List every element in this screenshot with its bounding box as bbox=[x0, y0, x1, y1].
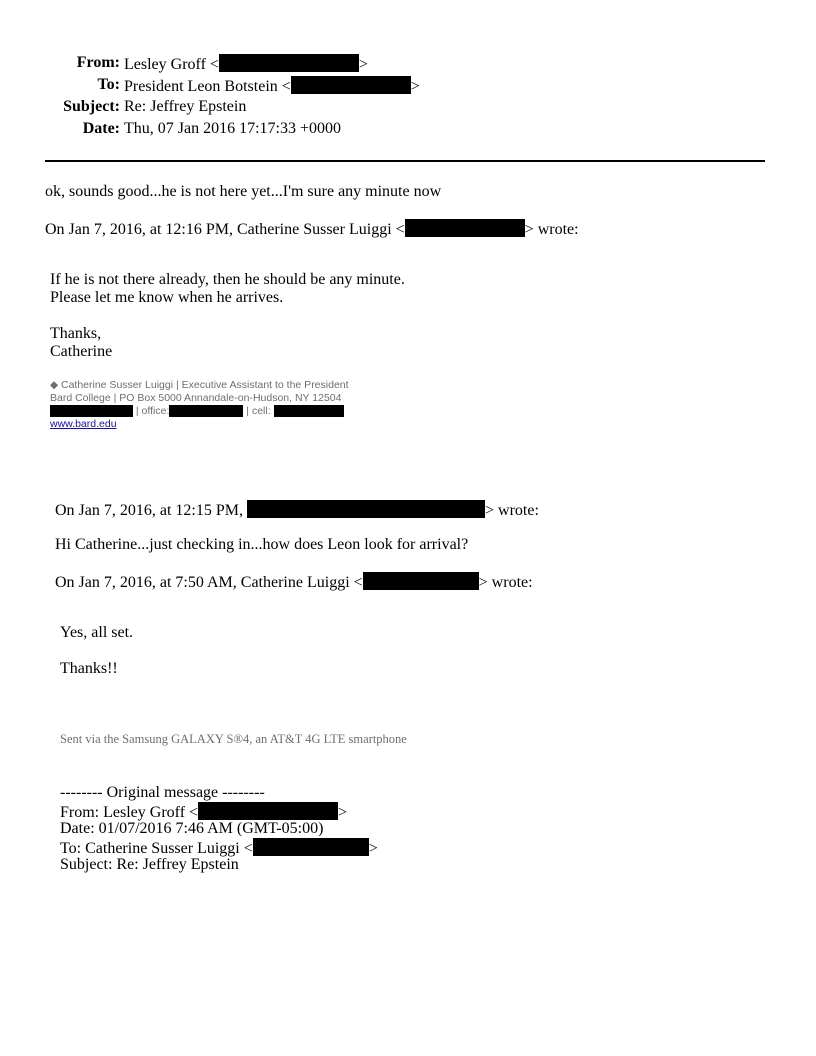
original-from bbox=[60, 802, 347, 822]
signature-line3 bbox=[50, 405, 344, 417]
close-bracket: > bbox=[368, 840, 378, 857]
msg2-text: Hi Catherine...just checking in...how does Leon look for arrival? bbox=[55, 536, 469, 553]
original-to bbox=[60, 838, 378, 858]
to-value bbox=[124, 76, 420, 96]
redaction-block bbox=[274, 405, 344, 417]
redaction-block bbox=[253, 838, 369, 856]
signature-line1: ◆ Catherine Susser Luiggi | Executive Assistant to the President bbox=[50, 379, 349, 391]
redaction-block bbox=[363, 572, 479, 590]
wrote-text: > wrote: bbox=[485, 502, 539, 519]
to-text: President Leon Botstein < bbox=[124, 78, 291, 95]
to-label: To: bbox=[97, 76, 120, 93]
reply-text: ok, sounds good...he is not here yet...I'm sure any minute now bbox=[45, 183, 442, 200]
quote3-attribution bbox=[55, 572, 533, 592]
bard-website-link[interactable]: www.bard.edu bbox=[50, 418, 117, 430]
redaction-block bbox=[291, 76, 411, 94]
signature-line2: Bard College | PO Box 5000 Annandale-on-Hudson, NY 12504 bbox=[50, 392, 342, 404]
cell-label: | cell: bbox=[243, 405, 271, 417]
redaction-block bbox=[169, 405, 243, 417]
date-label: Date: bbox=[82, 120, 120, 137]
redaction-block bbox=[198, 802, 338, 820]
subject-value: Re: Jeffrey Epstein bbox=[124, 98, 247, 115]
signature-link-wrap bbox=[50, 418, 117, 430]
sent-via-footer: Sent via the Samsung GALAXY S®4, an AT&T 4G LTE smartphone bbox=[60, 732, 407, 746]
quote3-intro: On Jan 7, 2016, at 7:50 AM, Catherine Luiggi < bbox=[55, 574, 363, 591]
from-value bbox=[124, 54, 368, 74]
header-divider bbox=[45, 160, 765, 162]
original-message-header: -------- Original message -------- bbox=[60, 784, 265, 801]
from-label: From: bbox=[76, 54, 120, 71]
close-bracket: > bbox=[358, 56, 368, 73]
redaction-block bbox=[247, 500, 485, 518]
original-date: Date: 01/07/2016 7:46 AM (GMT-05:00) bbox=[60, 820, 324, 837]
quote1-attribution bbox=[45, 219, 579, 239]
quote2-intro: On Jan 7, 2016, at 12:15 PM, bbox=[55, 502, 243, 519]
wrote-text: > wrote: bbox=[524, 221, 579, 238]
office-label: | office: bbox=[133, 405, 170, 417]
quote2-attribution bbox=[55, 500, 539, 520]
subject-label: Subject: bbox=[63, 98, 120, 115]
redaction-block bbox=[405, 219, 525, 237]
wrote-text: > wrote: bbox=[478, 574, 533, 591]
close-bracket: > bbox=[338, 804, 348, 821]
msg1-name: Catherine bbox=[50, 343, 113, 360]
msg1-thanks: Thanks, bbox=[50, 325, 102, 342]
original-to-text: To: Catherine Susser Luiggi < bbox=[60, 840, 253, 857]
original-from-text: From: Lesley Groff < bbox=[60, 804, 199, 821]
msg1-line1: If he is not there already, then he should be any minute. bbox=[50, 271, 405, 288]
original-subject: Subject: Re: Jeffrey Epstein bbox=[60, 856, 239, 873]
msg3-line1: Yes, all set. bbox=[60, 624, 134, 641]
close-bracket: > bbox=[410, 78, 420, 95]
from-text: Lesley Groff < bbox=[124, 56, 219, 73]
quote1-intro: On Jan 7, 2016, at 12:16 PM, Catherine Susser Luiggi < bbox=[45, 221, 405, 238]
msg1-line2: Please let me know when he arrives. bbox=[50, 289, 284, 306]
redaction-block bbox=[219, 54, 359, 72]
redaction-block bbox=[50, 405, 133, 417]
msg3-line2: Thanks!! bbox=[60, 660, 118, 677]
date-value: Thu, 07 Jan 2016 17:17:33 +0000 bbox=[124, 120, 342, 137]
